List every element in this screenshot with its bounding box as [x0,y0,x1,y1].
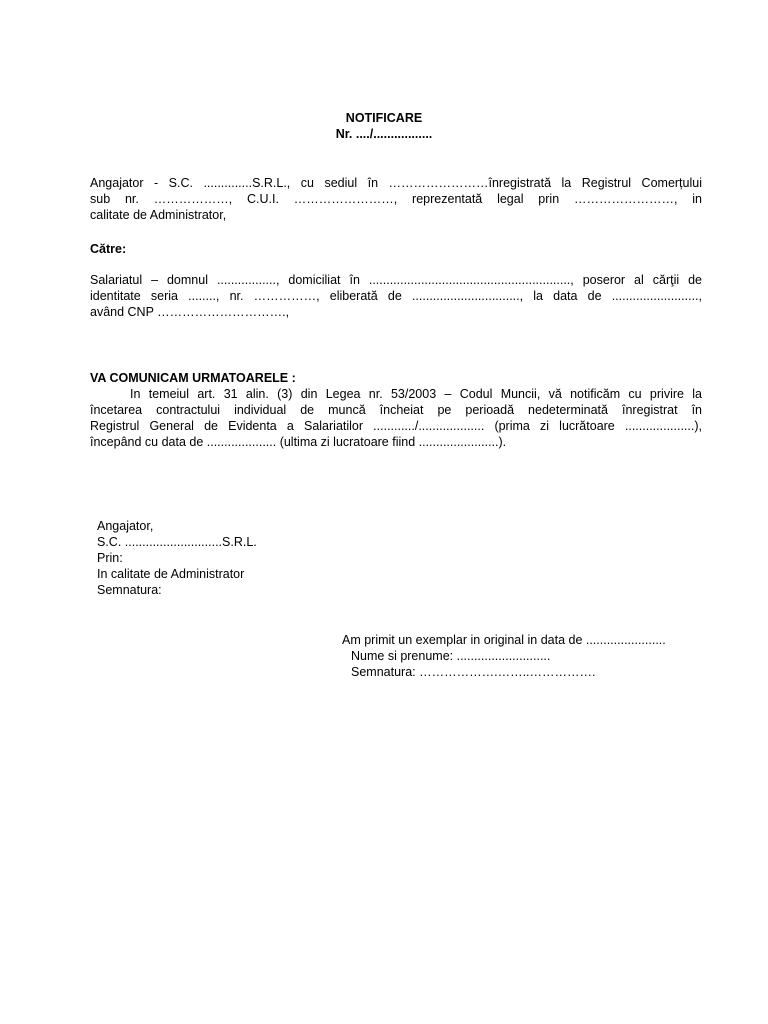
to-label: Către: [90,242,127,256]
communication-line-2: încetarea contractului individual de muncă încheiat pe perioadă nedeterminată înregistrat în [90,403,702,417]
acknowledgement-name-line: Nume si prenume: ........................... [351,649,551,663]
employer-line-2: sub nr. ………………, C.U.I. ……………………, reprezentată legal prin ……………………, in [90,192,702,206]
employee-line-1: Salariatul – domnul ................., domiciliat în .........................................................., poseror al cărţii de [90,273,702,287]
signature-line-2: S.C. ............................S.R.L. [97,535,257,549]
document-title: NOTIFICARE [345,111,423,125]
acknowledgement-line-1: Am primit un exemplar in original in data de ....................... [342,633,666,647]
employee-line-2: identitate seria ........, nr. ……………, eliberată de ..............................., la data de ........................., [90,289,702,303]
document-number: Nr. ..../................. [335,127,433,141]
acknowledgement-block [342,632,666,680]
communication-section [90,370,702,450]
communication-heading: VA COMUNICAM URMATOARELE : [90,371,296,385]
acknowledgement-signature-line: Semnatura: ……………….……..……………. [351,665,596,679]
employee-paragraph [90,272,702,320]
signature-line-5: Semnatura: [97,583,162,597]
communication-line-4: începând cu data de .................... (ultima zi lucratoare fiind .......................). [90,435,507,449]
employer-paragraph [90,175,702,223]
signature-line-1: Angajator, [97,519,154,533]
employer-line-1: Angajator - S.C. ..............S.R.L., cu sediul în ……………………înregistrată la Registrul Comerțului [90,176,702,190]
employee-line-3: având CNP …………………………., [90,305,290,319]
signature-line-3: Prin: [97,551,123,565]
communication-line-1: In temeiul art. 31 alin. (3) din Legea nr. 53/2003 – Codul Muncii, vă notificăm cu privire la [130,387,702,401]
communication-line-3: Registrul General de Evidenta a Salariatilor ............/................... (prima zi lucrătoare ....................), [90,419,702,433]
employer-line-3: calitate de Administrator, [90,208,227,222]
employer-signature-block [97,518,257,598]
signature-line-4: In calitate de Administrator [97,567,245,581]
